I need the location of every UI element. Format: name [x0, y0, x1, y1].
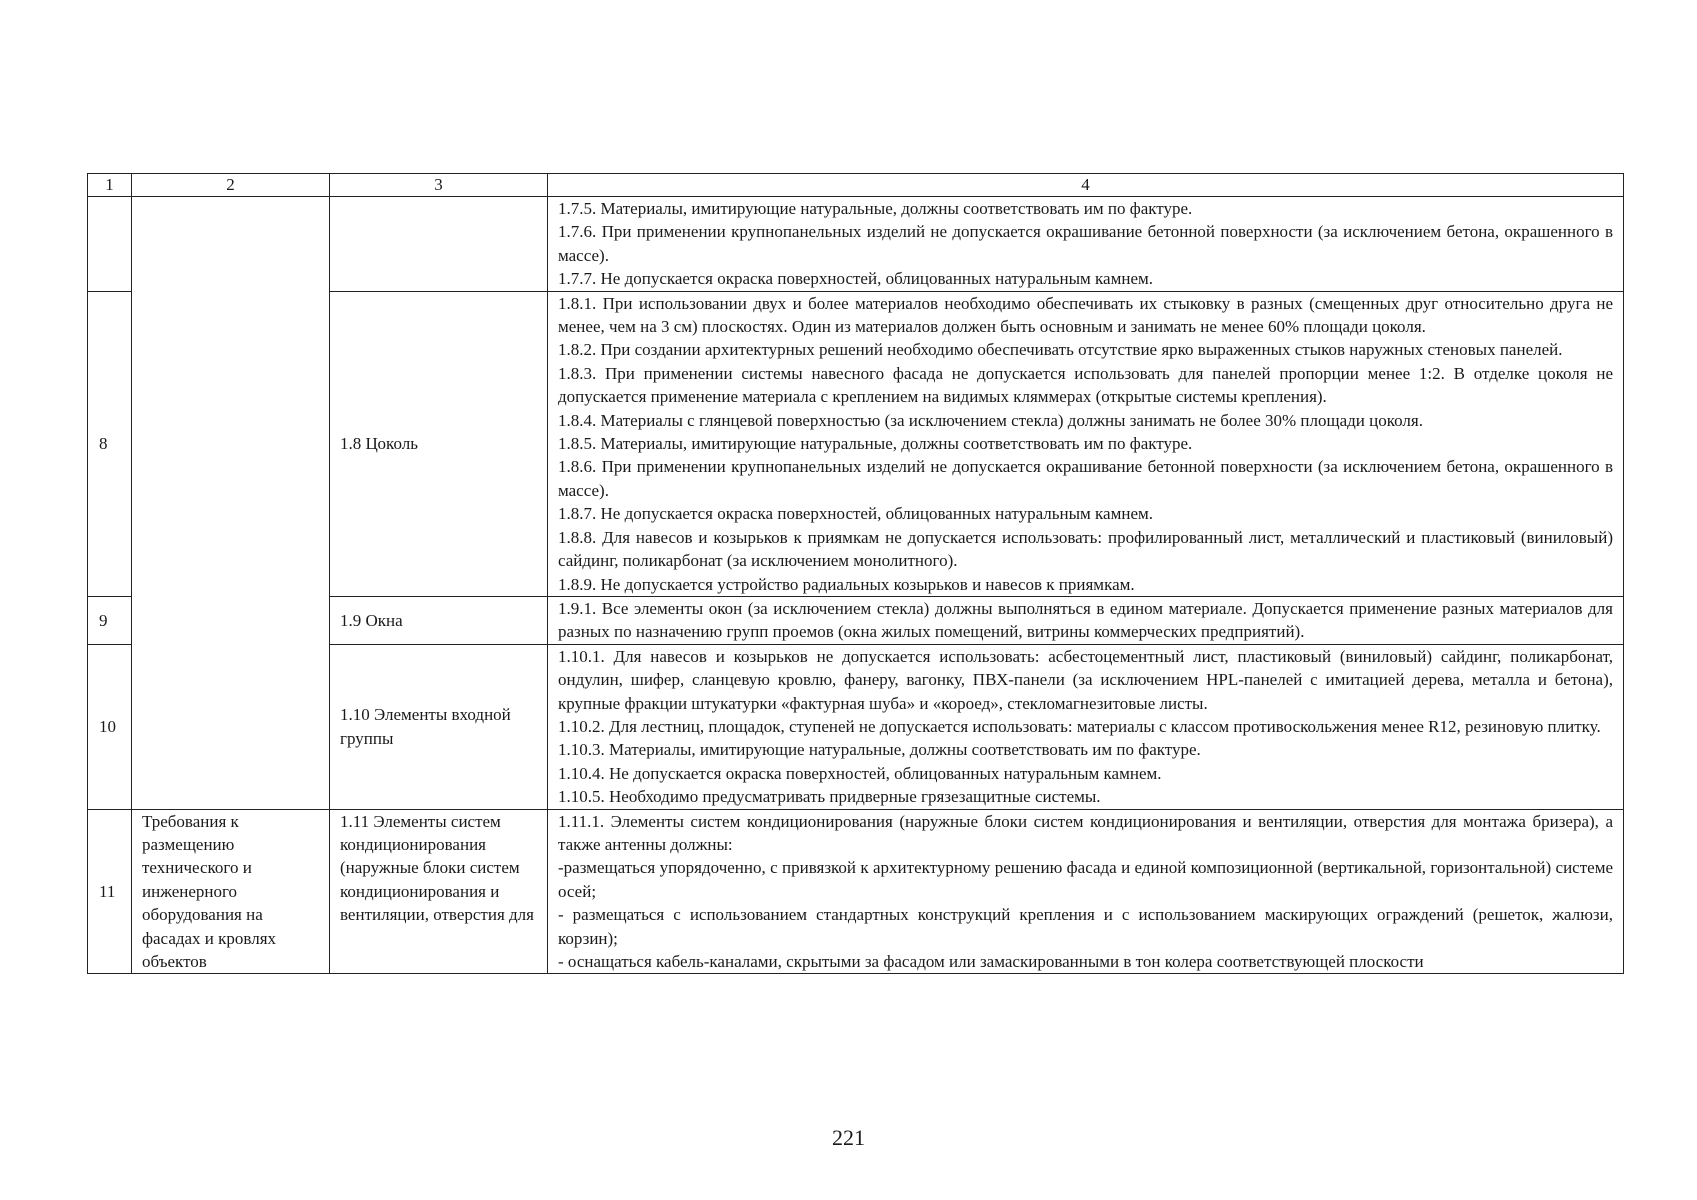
- requirement-text: 1.8.8. Для навесов и козырьков к приямкам не допускается использовать: профилированный лист, металлический и пластиковый (виниловый) сайдинг, поликарбонат (за исключением монолитного).: [558, 527, 1613, 571]
- requirement-text: 1.10.3. Материалы, имитирующие натуральные, должны соответствовать им по фактуре.: [558, 740, 1201, 760]
- requirement-text: 1.7.6. При применении крупнопанельных изделий не допускается окрашивание бетонной поверхности (за исключением бетона, окрашенного в массе).: [558, 222, 1613, 265]
- requirement-text: 1.11.1. Элементы систем кондиционирования (наружные блоки систем кондиционирования и вентиляции, отверстия для монтажа бризера), а также антенны должны:: [558, 811, 1613, 854]
- requirement-text: 1.9.1. Все элементы окон (за исключением стекла) должны выполняться в едином материале. Допускается применение разных материалов для разных по назначению групп проемов (окна жилых помещений, витрины коммерческих предприятий).: [558, 598, 1613, 642]
- table-row: [88, 809, 1624, 974]
- element-name: 1.8 Цоколь: [330, 291, 548, 596]
- requirement-text: 1.8.2. При создании архитектурных решений необходимо обеспечивать отсутствие ярко выраженных стыков наружных стеновых панелей.: [558, 340, 1563, 360]
- requirements-table: [87, 173, 1624, 974]
- header-cell: 3: [330, 174, 548, 197]
- page-number: 221: [832, 1125, 865, 1150]
- requirement-text: 1.8.1. При использовании двух и более материалов необходимо обеспечивать их стыковку в разных (смещенных друг относительно друга не менее, чем на 3 см) плоскостях. Один из материалов должен быть основным и занимать не менее 60% площади цоколя.: [558, 293, 1613, 337]
- group-cell: Требования к размещению технического и инженерного оборудования на фасадах и кровлях объектов: [132, 809, 330, 974]
- requirement-text: 1.7.5. Материалы, имитирующие натуральные, должны соответствовать им по фактуре.: [558, 199, 1193, 218]
- header-cell: 2: [132, 174, 330, 197]
- requirements-cell: [548, 197, 1624, 292]
- table-header-row: [88, 174, 1624, 197]
- requirements-cell: [548, 291, 1624, 596]
- requirements-cell: [548, 644, 1624, 809]
- group-cell-empty: [132, 197, 330, 810]
- requirement-text: - оснащаться кабель-каналами, скрытыми за фасадом или замаскированными в тон колера соответствующей плоскости: [558, 952, 1424, 971]
- header-cell: 1: [88, 174, 132, 197]
- row-number: 9: [88, 596, 132, 644]
- table-row: [88, 197, 1624, 292]
- requirement-text: 1.8.9. Не допускается устройство радиальных козырьков и навесов к приямкам.: [558, 574, 1135, 594]
- requirement-text: 1.10.4. Не допускается окраска поверхностей, облицованных натуральным камнем.: [558, 763, 1162, 783]
- requirement-text: 1.8.5. Материалы, имитирующие натуральные, должны соответствовать им по фактуре.: [558, 434, 1193, 454]
- requirement-text: 1.10.5. Необходимо предусматривать придверные грязезащитные системы.: [558, 787, 1101, 807]
- requirement-text: 1.8.4. Материалы с глянцевой поверхностью (за исключением стекла) должны занимать не более 30% площади цоколя.: [558, 410, 1423, 430]
- requirements-cell: [548, 596, 1624, 644]
- requirement-text: -размещаться упорядоченно, с привязкой к архитектурному решению фасада и единой композиционной (вертикальной, горизонтальной) системе осей;: [558, 858, 1613, 901]
- row-number: 11: [88, 809, 132, 974]
- requirement-text: 1.8.7. Не допускается окраска поверхностей, облицованных натуральным камнем.: [558, 504, 1154, 524]
- requirement-text: 1.8.6. При применении крупнопанельных изделий не допускается окрашивание бетонной поверхности (за исключением бетона, окрашенного в массе).: [558, 457, 1613, 500]
- row-number: 8: [88, 291, 132, 596]
- requirement-text: 1.10.1. Для навесов и козырьков не допускается использовать: асбестоцементный лист, пластиковый (виниловый) сайдинг, поликарбонат, ондулин, шифер, сланцевую кровлю, фанеру, вагонку, ПВХ-панели (за исключением HPL-панелей с имитацией дерева, металла и бетона), крупные фракции штукатурки «фактурная шуба» и «короед», стекломагнезитовые листы.: [558, 646, 1613, 713]
- row-number: [88, 197, 132, 292]
- requirements-cell: [548, 809, 1624, 974]
- requirement-text: 1.7.7. Не допускается окраска поверхностей, облицованных натуральным камнем.: [558, 269, 1154, 289]
- header-cell: 4: [548, 174, 1624, 197]
- requirement-text: - размещаться с использованием стандартных конструкций крепления и с использованием маскирующих ограждений (решеток, жалюзи, корзин);: [558, 905, 1613, 948]
- requirement-text: 1.10.2. Для лестниц, площадок, ступеней не допускается использовать: материалы с классом противоскольжения менее R12, резиновую плитку.: [558, 716, 1601, 736]
- element-name: [330, 197, 548, 292]
- element-name: 1.11 Элементы систем кондиционирования (наружные блоки систем кондиционирования и вентиляции, отверстия для: [330, 809, 548, 974]
- row-number: 10: [88, 644, 132, 809]
- element-name: 1.9 Окна: [330, 596, 548, 644]
- element-name: 1.10 Элементы входной группы: [330, 644, 548, 809]
- requirement-text: 1.8.3. При применении системы навесного фасада не допускается использовать для панелей пропорции менее 1:2. В отделке цоколя не допускается применение материала с креплением на видимых кляммерах (открытые системы крепления).: [558, 363, 1613, 407]
